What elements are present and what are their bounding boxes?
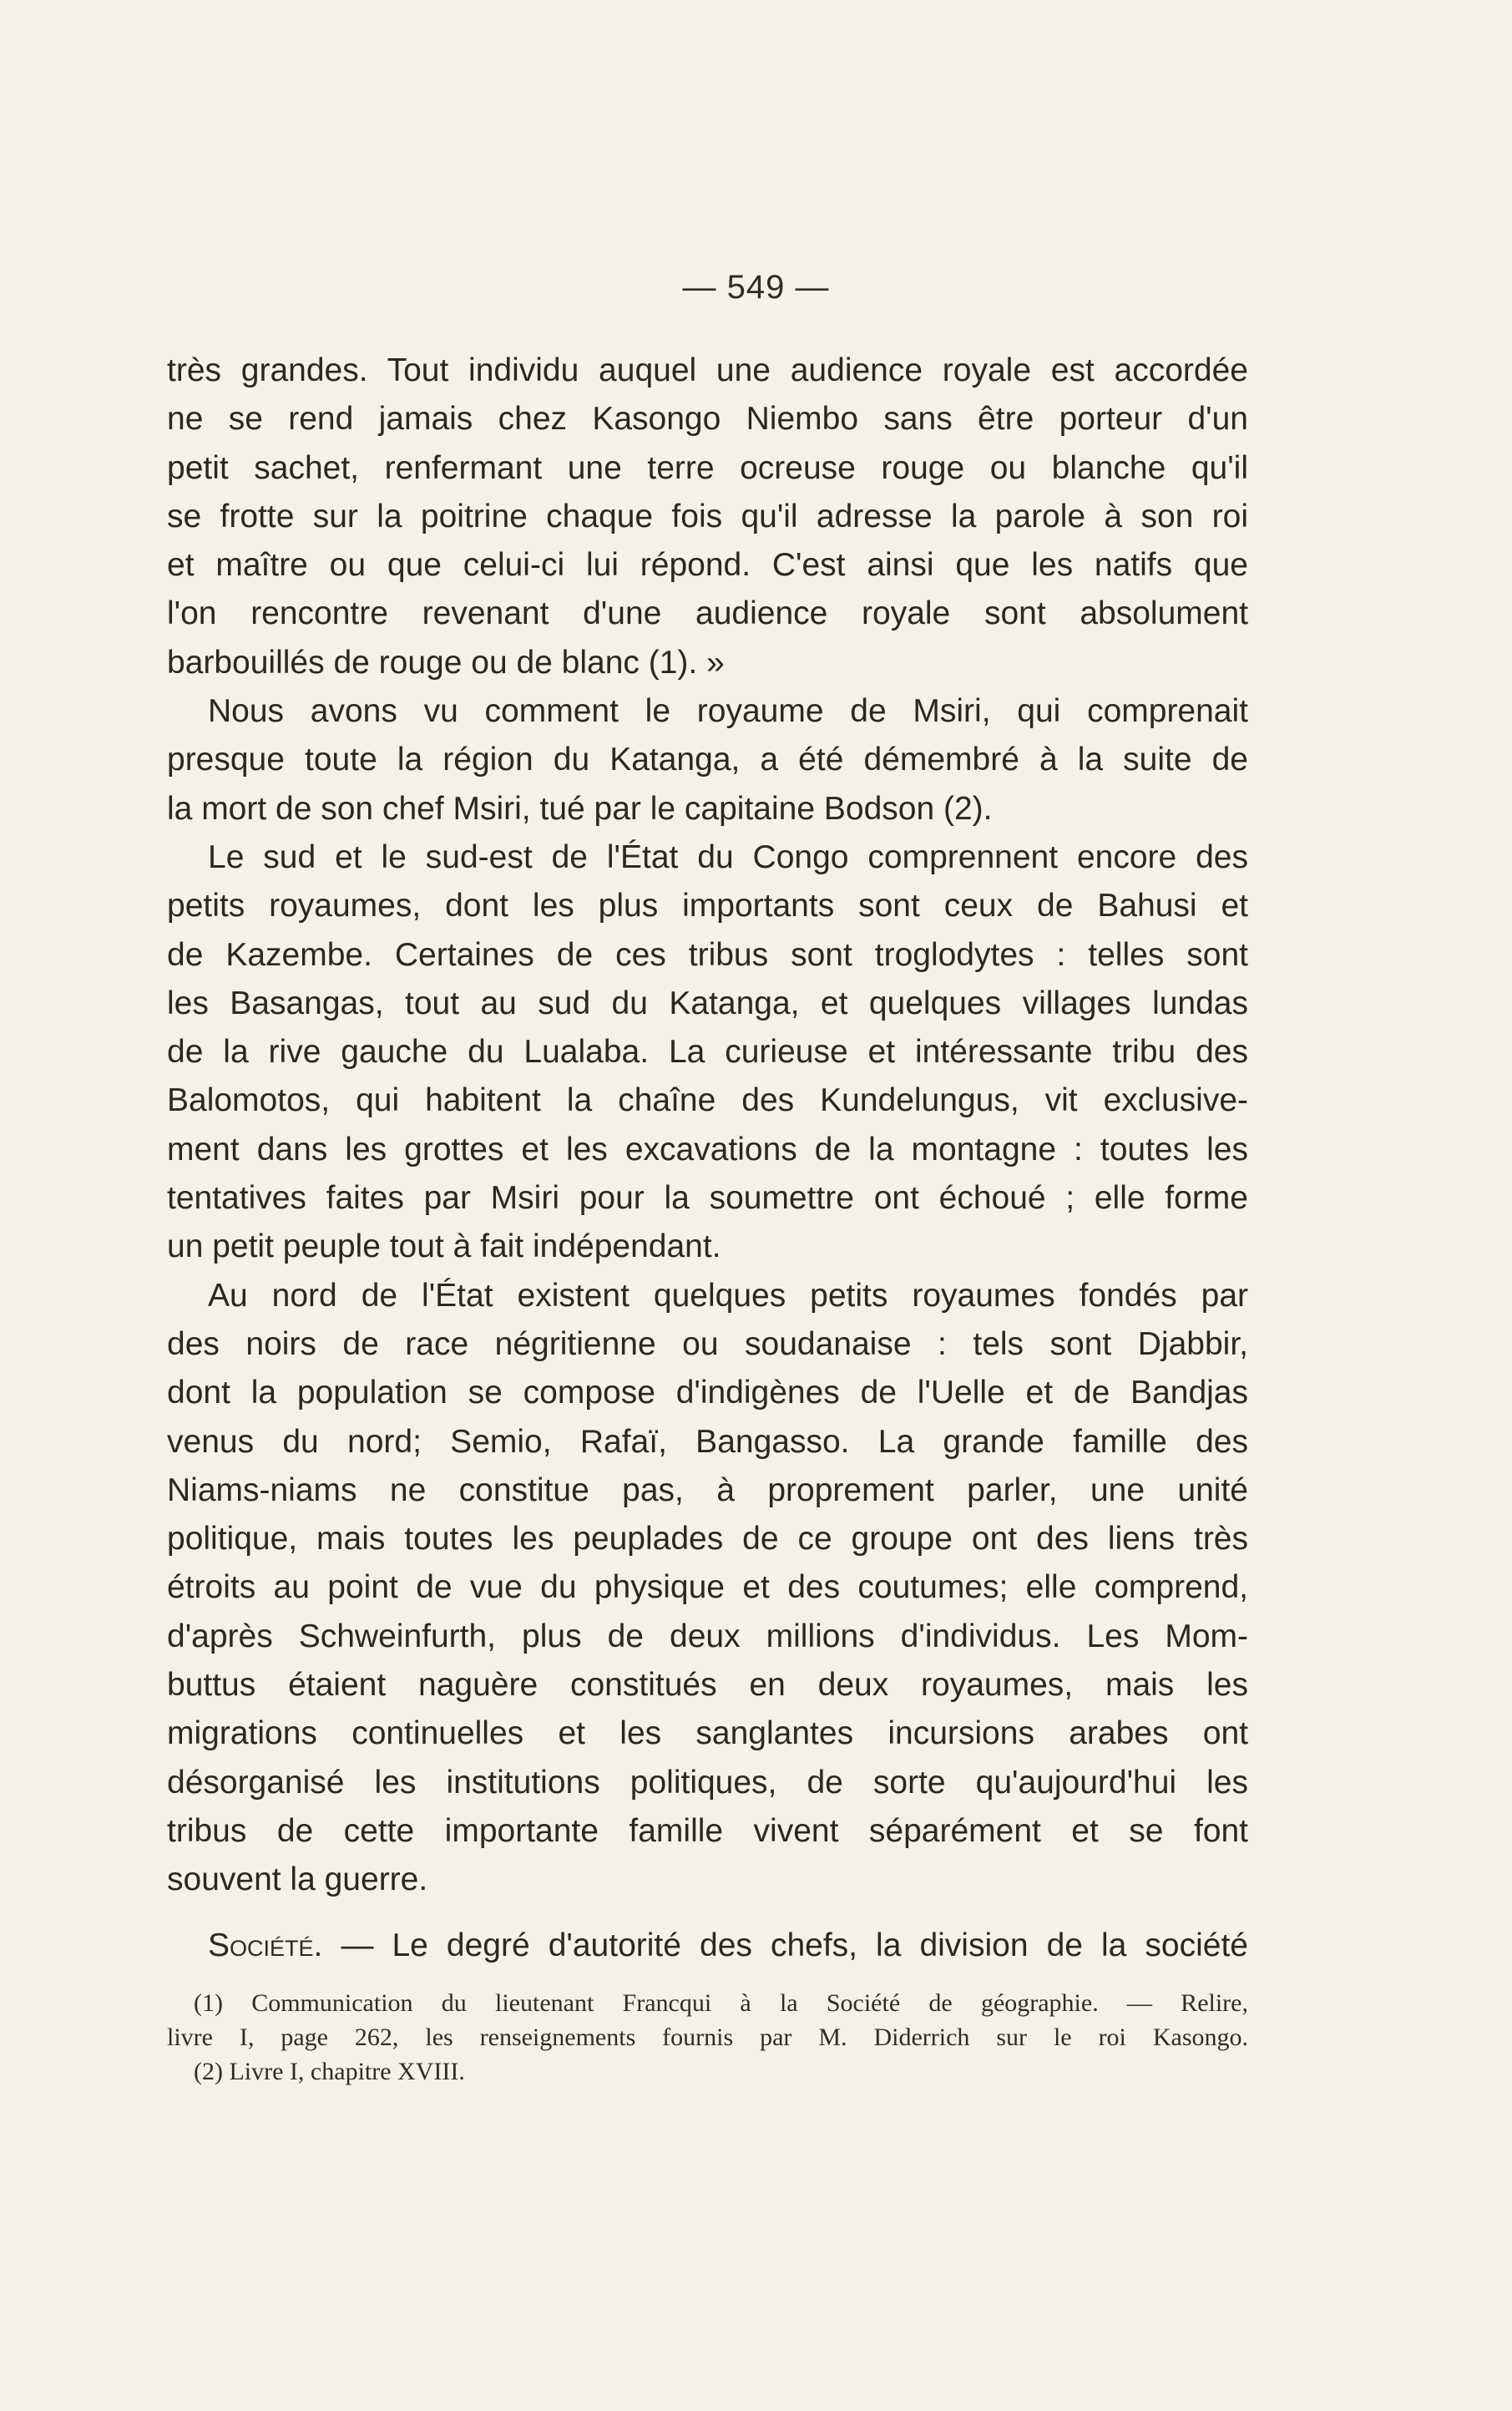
body-line: tentatives faites par Msiri pour la soumettre ont échoué ; elle forme xyxy=(167,1180,1248,1217)
footnote-line: livre I, page 262, les renseignements fournis par M. Diderrich sur le roi Kasongo. xyxy=(167,2024,1248,2051)
section-heading: Société. xyxy=(208,1927,323,1963)
footnotes xyxy=(167,1986,1248,2089)
body-line: désorganisé les institutions politiques, de sorte qu'aujourd'hui les xyxy=(167,1764,1248,1801)
page-number: — 549 — xyxy=(682,269,830,306)
body-line: dont la population se compose d'indigènes de l'Uelle et de Bandjas xyxy=(167,1375,1248,1411)
footnote-line: (2) Livre I, chapitre XVIII. xyxy=(194,2058,465,2085)
body-line: presque toute la région du Katanga, a été démembré à la suite de xyxy=(167,742,1248,778)
body-line: et maître ou que celui-ci lui répond. C'est ainsi que les natifs que xyxy=(167,547,1248,584)
body-line: de Kazembe. Certaines de ces tribus sont troglodytes : telles sont xyxy=(167,936,1248,973)
body-line: ne se rend jamais chez Kasongo Niembo sans être porteur d'un xyxy=(167,401,1248,438)
body-line: un petit peuple tout à fait indépendant. xyxy=(167,1228,721,1265)
body-line: les Basangas, tout au sud du Katanga, et quelques villages lundas xyxy=(167,985,1248,1021)
body-line: Nous avons vu comment le royaume de Msiri, qui comprenait xyxy=(208,693,1248,730)
body-line: tribus de cette importante famille vivent séparément et se font xyxy=(167,1812,1248,1849)
body-line: l'on rencontre revenant d'une audience royale sont absolument xyxy=(167,595,1248,632)
body-line: buttus étaient naguère constitués en deux royaumes, mais les xyxy=(167,1667,1248,1704)
body-line: très grandes. Tout individu auquel une audience royale est accordée xyxy=(167,352,1248,388)
body-line: Le sud et le sud-est de l'État du Congo comprennent encore des xyxy=(208,838,1248,875)
body-line: barbouillés de rouge ou de blanc (1). » xyxy=(167,644,725,681)
section-paragraph xyxy=(167,1922,1248,1970)
body-line: venus du nord; Semio, Rafaï, Bangasso. La grande famille des xyxy=(167,1423,1248,1460)
footnote-line: (1) Communication du lieutenant Francqui à la Société de géographie. — Relire, xyxy=(194,1989,1248,2017)
body-line: Niams-niams ne constitue pas, à proprement parler, une unité xyxy=(167,1471,1248,1508)
body-line: Balomotos, qui habitent la chaîne des Kundelungus, vit exclusive- xyxy=(167,1082,1248,1119)
section-text: — Le degré d'autorité des chefs, la division de la société xyxy=(341,1927,1248,1963)
body-line: ment dans les grottes et les excavations de la montagne : toutes les xyxy=(167,1131,1248,1168)
body-line: des noirs de race négritienne ou soudanaise : tels sont Djabbir, xyxy=(167,1325,1248,1362)
body-line: d'après Schweinfurth, plus de deux millions d'individus. Les Mom- xyxy=(167,1618,1248,1654)
body-line: petit sachet, renfermant une terre ocreuse rouge ou blanche qu'il xyxy=(167,449,1248,486)
body-line: se frotte sur la poitrine chaque fois qu'il adresse la parole à son roi xyxy=(167,498,1248,534)
body-line: politique, mais toutes les peuplades de ce groupe ont des liens très xyxy=(167,1521,1248,1558)
body-line: souvent la guerre. xyxy=(167,1861,428,1898)
body-line: Au nord de l'État existent quelques petits royaumes fondés par xyxy=(208,1277,1248,1314)
body-line: migrations continuelles et les sanglantes incursions arabes ont xyxy=(167,1715,1248,1752)
body-line: petits royaumes, dont les plus importants sont ceux de Bahusi et xyxy=(167,888,1248,924)
body-line: de la rive gauche du Lualaba. La curieuse et intéressante tribu des xyxy=(167,1034,1248,1071)
body-line: la mort de son chef Msiri, tué par le capitaine Bodson (2). xyxy=(167,790,993,827)
body-line: étroits au point de vue du physique et des coutumes; elle comprend, xyxy=(167,1569,1248,1606)
body-text xyxy=(167,347,1248,1970)
